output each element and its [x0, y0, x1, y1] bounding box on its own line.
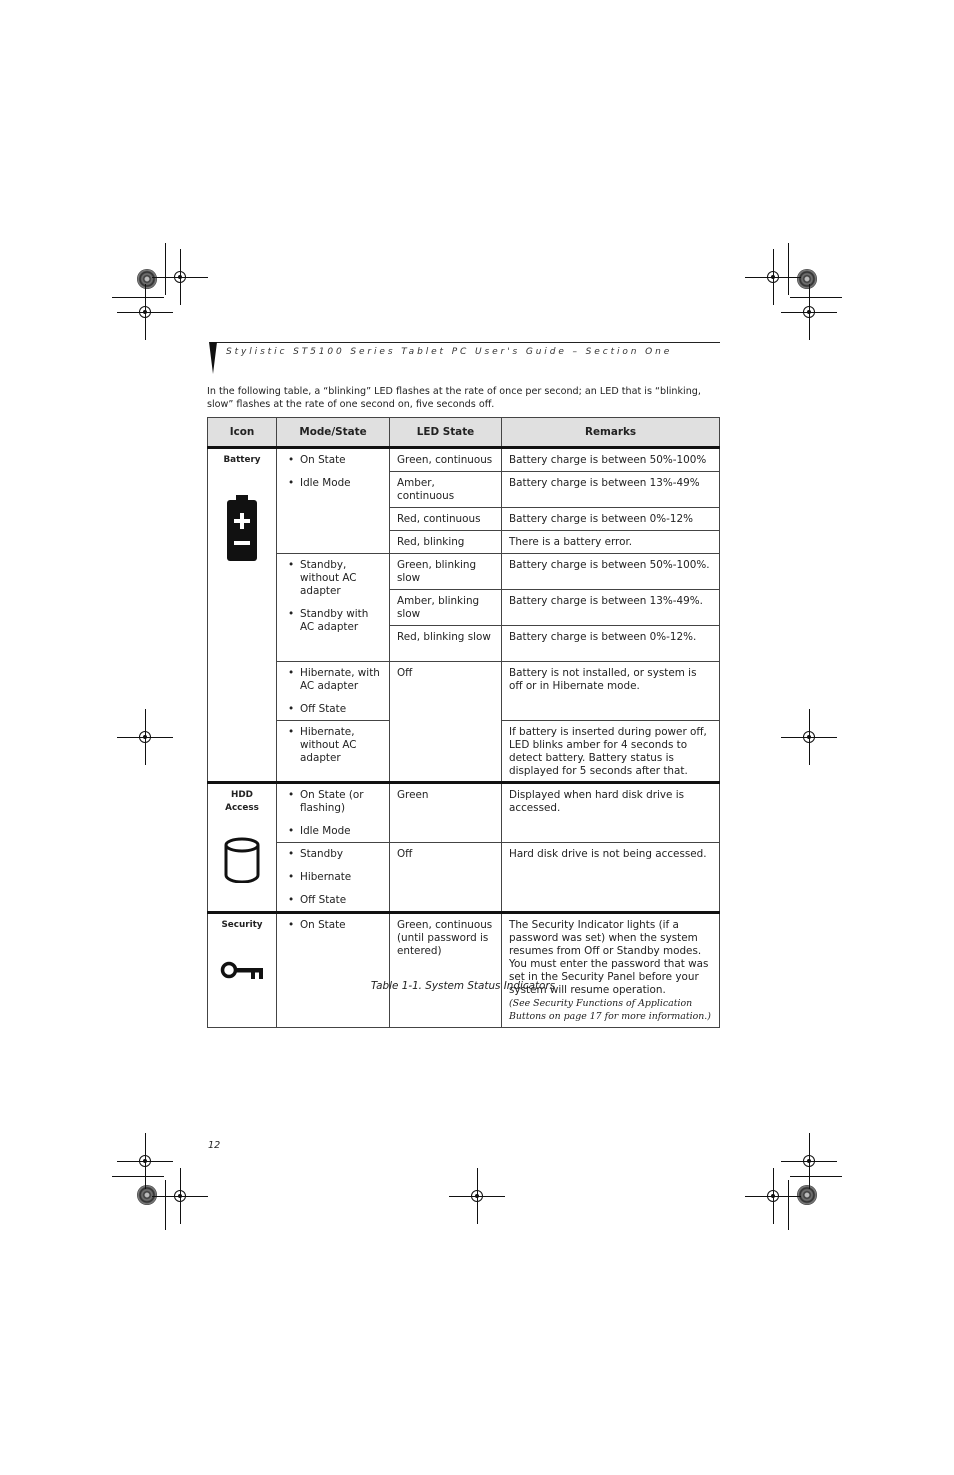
- column-header-icon: Icon: [208, 418, 277, 448]
- hdd-modes-cell-b: [277, 843, 390, 913]
- led-state-cell: Green, continuous (until password is entered): [390, 913, 502, 1028]
- security-icon-cell: [208, 913, 277, 1028]
- remarks-cell: If battery is inserted during power off, LED blinks amber for 4 seconds to detect battery. Battery status is displayed for 5 seconds after that.: [502, 721, 720, 783]
- system-status-table: [207, 417, 720, 1028]
- list-item: • Off State: [284, 894, 382, 907]
- column-header-led: LED State: [390, 418, 502, 448]
- security-label: Security: [221, 920, 263, 930]
- key-icon: [220, 960, 264, 982]
- table-header-row: [208, 418, 720, 448]
- table-row: [208, 783, 720, 843]
- table-row: [208, 913, 720, 1028]
- table-caption: Table 1-1. System Status Indicators: [370, 980, 556, 992]
- led-state-cell: Amber, blinking slow: [390, 590, 502, 626]
- list-item: • Idle Mode: [284, 477, 382, 490]
- list-item: • On State: [284, 919, 382, 932]
- led-state-cell: Red, blinking slow: [390, 626, 502, 662]
- led-state-cell: Off: [390, 662, 502, 783]
- remarks-cell: Battery charge is between 50%-100%: [502, 448, 720, 472]
- battery-modes-cell-c: [277, 662, 390, 721]
- led-state-cell: Red, continuous: [390, 508, 502, 531]
- list-item: • Hibernate, without AC adapter: [284, 726, 382, 765]
- remarks-cell: Battery charge is between 50%-100%.: [502, 554, 720, 590]
- page-number: 12: [208, 1140, 221, 1151]
- battery-label: Battery: [223, 455, 261, 465]
- cross-reference-note: (See Security Functions of Application Buttons on page 17 for more information.): [509, 998, 711, 1022]
- intro-paragraph: In the following table, a “blinking” LED flashes at the rate of once per second; an LED that is “blinking, slow” flashes at the rate of one second on, five seconds off.: [207, 386, 701, 410]
- remarks-cell: Battery charge is between 13%-49%.: [502, 590, 720, 626]
- battery-modes-cell-d: [277, 721, 390, 783]
- remarks-cell: There is a battery error.: [502, 531, 720, 554]
- led-state-cell: Amber, continuous: [390, 472, 502, 508]
- security-modes-cell: [277, 913, 390, 1028]
- hard-disk-icon: [224, 837, 260, 883]
- remarks-cell: Hard disk drive is not being accessed.: [502, 843, 720, 913]
- remarks-cell: Battery is not installed, or system is off or in Hibernate mode.: [502, 662, 720, 721]
- hdd-access-label: HDD Access: [225, 790, 259, 813]
- led-state-cell: Red, blinking: [390, 531, 502, 554]
- led-state-cell: Off: [390, 843, 502, 913]
- hdd-modes-cell-a: [277, 783, 390, 843]
- header-marker: [209, 342, 217, 374]
- battery-modes-cell-b: [277, 554, 390, 662]
- column-header-remarks: Remarks: [502, 418, 720, 448]
- table-row: [208, 662, 720, 721]
- led-state-cell: Green, continuous: [390, 448, 502, 472]
- remarks-cell: [502, 913, 720, 1028]
- list-item: • On State (or flashing): [284, 789, 382, 815]
- running-header: Stylistic ST5100 Series Tablet PC User's Guide – Section One: [226, 347, 673, 357]
- table-row: [208, 448, 720, 472]
- remarks-cell: Battery charge is between 13%-49%: [502, 472, 720, 508]
- list-item: • Hibernate: [284, 871, 382, 884]
- table-row: [208, 843, 720, 913]
- column-header-mode: Mode/State: [277, 418, 390, 448]
- security-remarks-text: The Security Indicator lights (if a password was set) when the system resumes from Off or Standby modes. You must enter the password that was set in the Security Panel before your system will resume operation.: [509, 919, 709, 996]
- list-item: • Off State: [284, 703, 382, 716]
- hdd-icon-cell: [208, 783, 277, 913]
- battery-modes-cell-a: [277, 448, 390, 554]
- list-item: • Standby with AC adapter: [284, 608, 382, 634]
- list-item: • Hibernate, with AC adapter: [284, 667, 382, 693]
- battery-icon-cell: [208, 448, 277, 783]
- list-item: • On State: [284, 454, 382, 467]
- led-state-cell: Green: [390, 783, 502, 843]
- list-item: • Standby, without AC adapter: [284, 559, 382, 598]
- list-item: • Idle Mode: [284, 825, 382, 838]
- header-rule: [212, 342, 720, 343]
- table-row: [208, 554, 720, 590]
- led-state-cell: Green, blinking slow: [390, 554, 502, 590]
- remarks-cell: Battery charge is between 0%-12%: [502, 508, 720, 531]
- remarks-cell: Displayed when hard disk drive is accessed.: [502, 783, 720, 843]
- battery-icon: [227, 495, 257, 561]
- list-item: • Standby: [284, 848, 382, 861]
- remarks-cell: Battery charge is between 0%-12%.: [502, 626, 720, 662]
